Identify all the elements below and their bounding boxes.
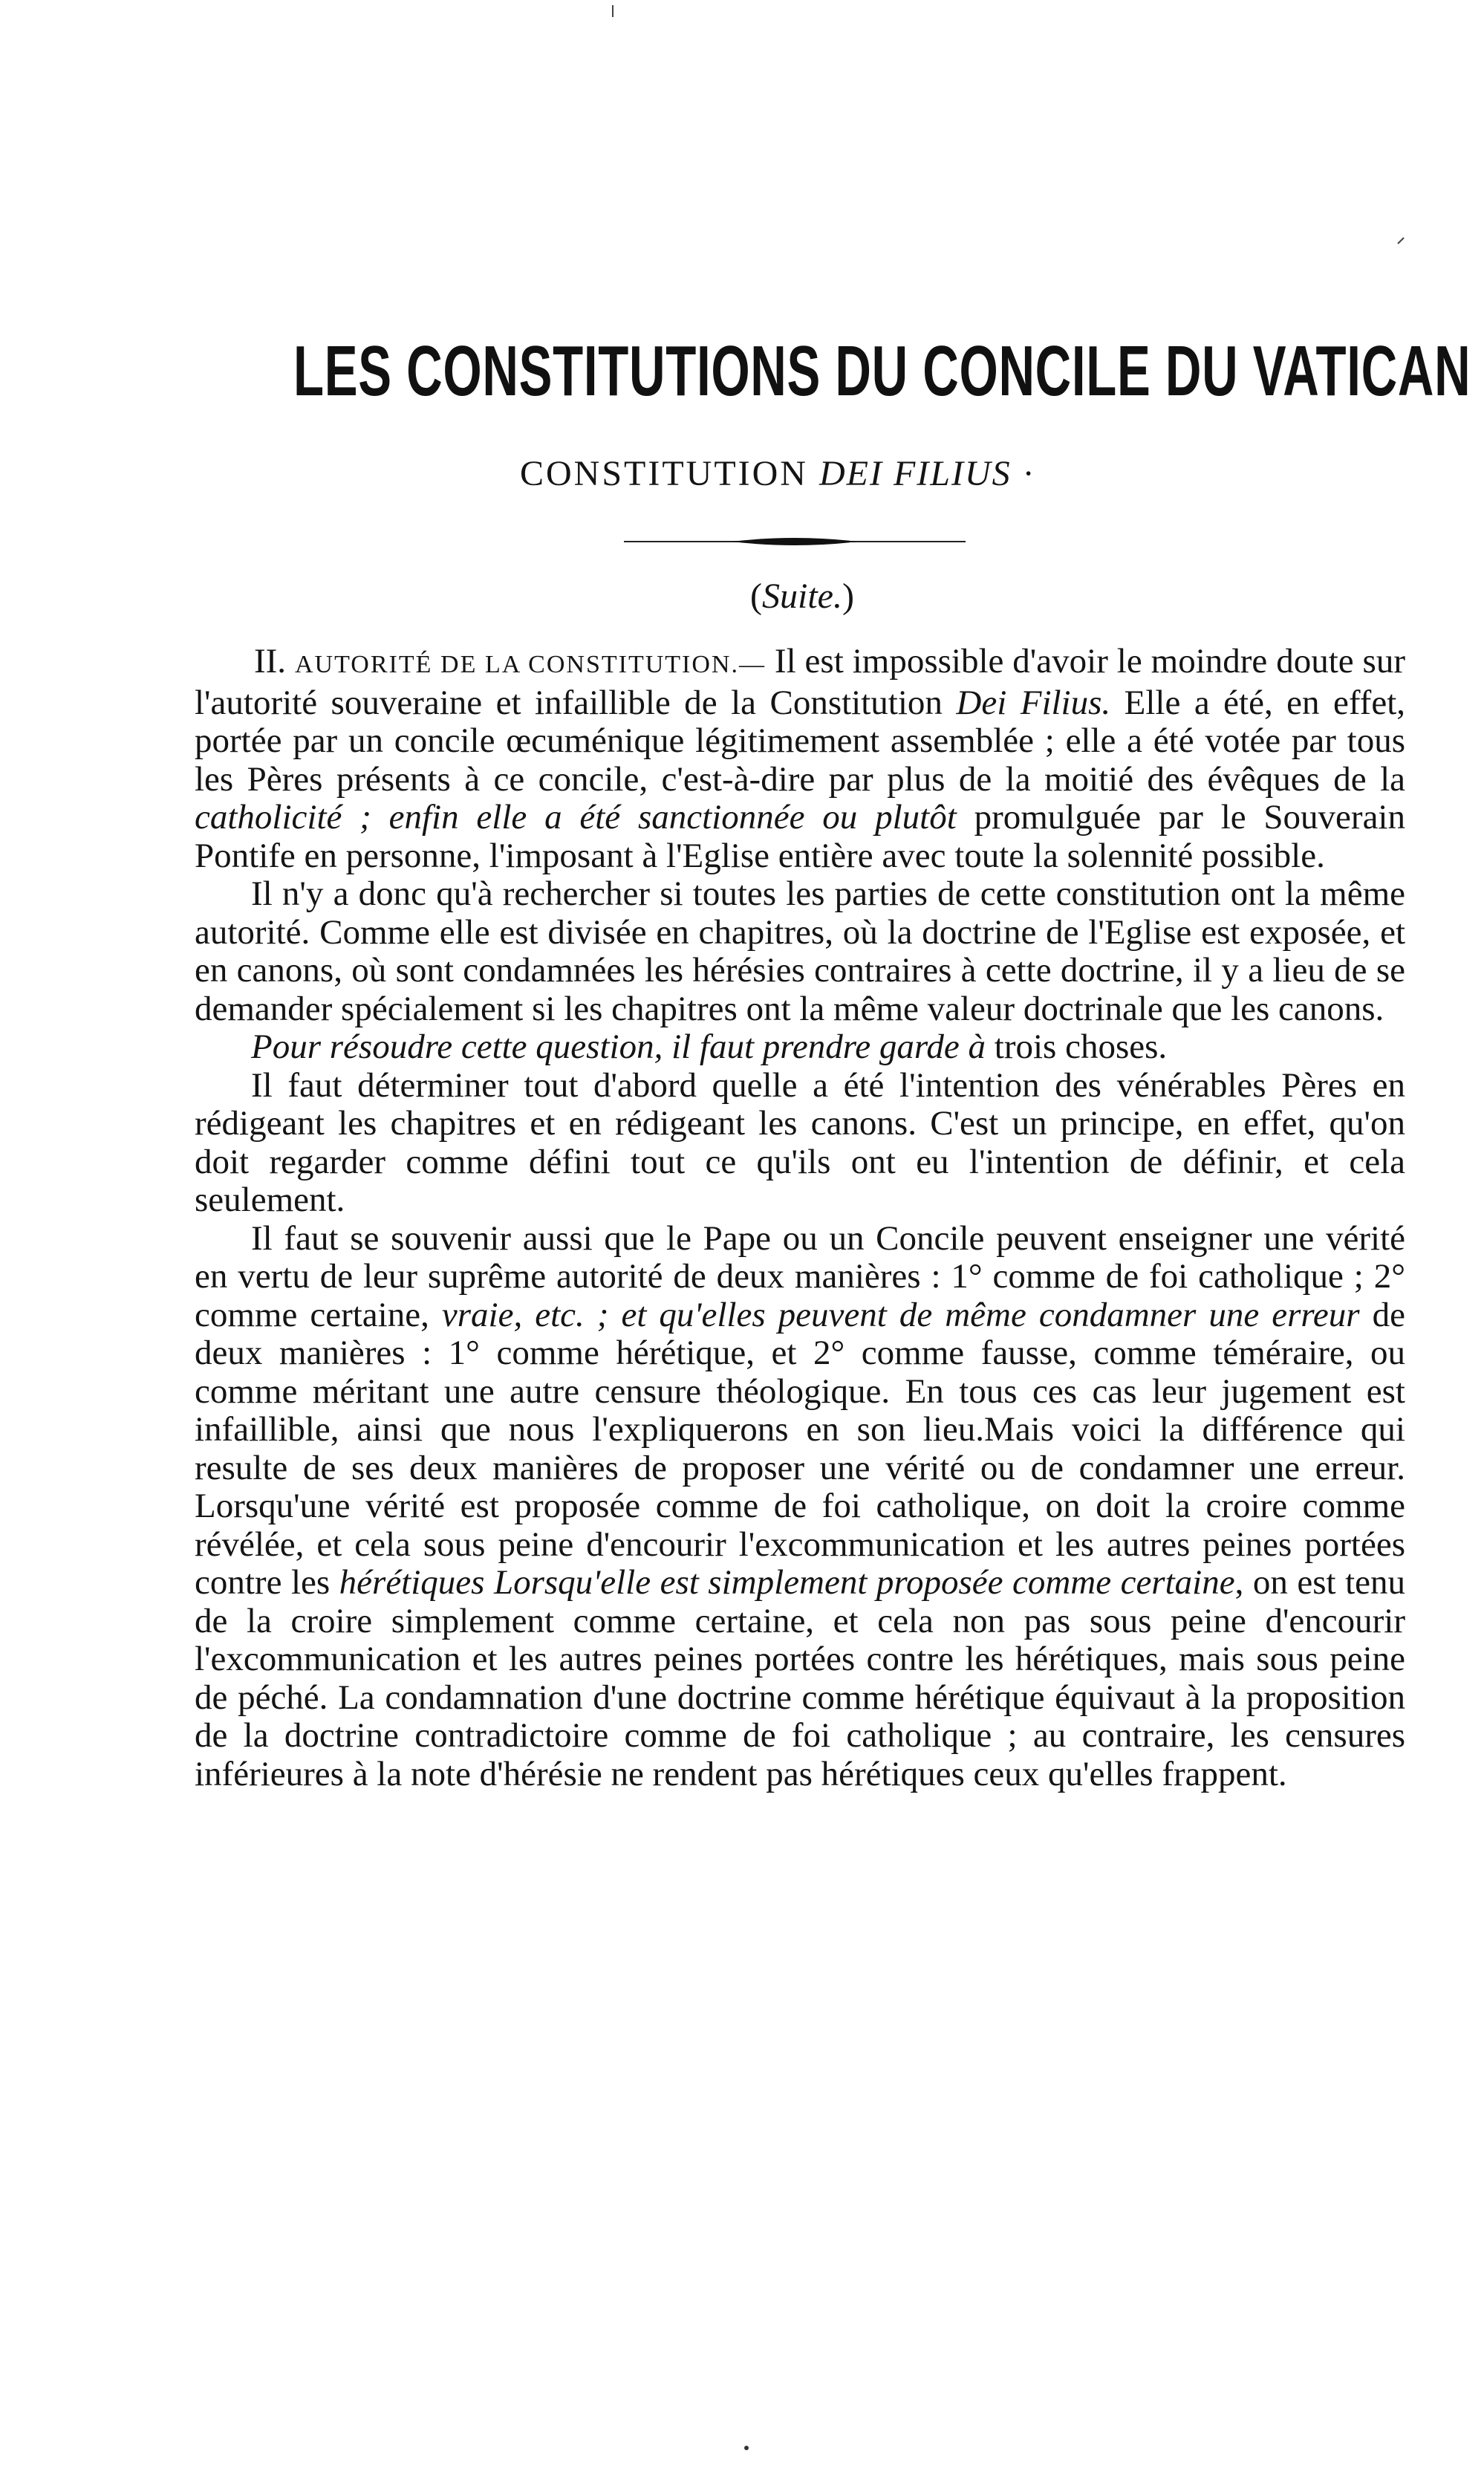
paragraph-5-text-c: de deux manières : 1° comme hérétique, et 2° comme fausse, comme téméraire, ou comme méritant une autre censure théologique. En tous ces cas leur jugement est infaillible, ainsi que nous l'expliquerons en son lieu.Mais voici la différence qui resulte de ses deux manières de proposer une vérité ou de condamner une erreur. Lorsqu'une vérité est proposée comme de foi catholique, on doit la croire comme révélée, et cela sous peine d'encourir l'excommunication et les autres peines portées contre les	[195, 1295, 1405, 1602]
ink-speck	[609, 4, 616, 19]
section-number: II.	[254, 642, 287, 681]
paragraph-5-text-b: vraie, etc. ; et qu'elles peuvent de même condamner une erreur	[441, 1295, 1360, 1334]
suite-open: (	[750, 577, 762, 616]
paragraph-1-text-c: Elle a été, en effet, portée par un concile œcuménique légitimement assemblée ; elle a été votée par tous les Pères présents à ce concile, c'est-à-dire par plus de la moitié des évêques de la	[195, 683, 1406, 799]
paragraph-5	[195, 1220, 1405, 1794]
ink-speck	[743, 2444, 750, 2452]
paragraph-3-text-b: trois choses.	[986, 1027, 1168, 1066]
paragraph-5-text-e: , on est tenu de la croire simplement comme certaine, et cela non pas sous peine d'encourir l'excommunication et les autres peines portées contre les hérétiques, mais sous peine de péché. La condamnation d'une doctrine comme hérétique équivaut à la proposition de la doctrine contradictoire comme de foi catholique ; au contraire, les censures inférieures à la note d'hérésie ne rendent pas hérétiques ceux qu'elles frappent.	[195, 1563, 1405, 1793]
suite-close: )	[842, 577, 854, 616]
decorative-rule	[620, 533, 969, 550]
paragraph-1	[195, 643, 1405, 875]
body-text	[195, 643, 1405, 1793]
paragraph-3	[195, 1028, 1405, 1067]
paragraph-1-text-d: catholicité ; enfin elle a été sanctionnée ou plutôt	[195, 798, 957, 837]
suite-label	[750, 576, 854, 617]
paragraph-1-text-e: promulguée par le Souverain Pontife en personne, l'imposant à l'Eglise entière avec toute la solennité possible.	[195, 798, 1405, 875]
paragraph-5-text-d: hérétiques Lorsqu'elle est simplement proposée comme certaine	[339, 1563, 1235, 1602]
paragraph-5-text-a: Il faut se souvenir aussi que le Pape ou un Concile peuvent enseigner une vérité en vertu de leur suprême autorité de deux manières : 1° comme de foi catholique ; 2° comme certaine,	[195, 1218, 1405, 1334]
paragraph-2: Il n'y a donc qu'à rechercher si toutes les parties de cette constitution ont la même autorité. Comme elle est divisée en chapitres, où la doctrine de l'Eglise est exposée, et en canons, où sont condamnées les hérésies contraires à cette doctrine, il y a lieu de se demander spécialement si les chapitres ont la même valeur doctrinale que les canons.	[195, 874, 1405, 1028]
suite-word: Suite.	[761, 577, 842, 616]
subtitle-italic: DEI FILIUS	[819, 454, 1012, 493]
paragraph-4: Il faut déterminer tout d'abord quelle a été l'intention des vénérables Pères en rédigeant les chapitres et en rédigeant les canons. C'est un principe, en effet, qu'on doit regarder comme défini tout ce qu'ils ont eu l'intention de définir, et cela seulement.	[195, 1065, 1405, 1219]
paragraph-3-text-a: Pour résoudre cette question, il faut prendre garde à	[251, 1027, 986, 1066]
subtitle-prefix: CONSTITUTION	[520, 454, 808, 493]
ink-speck	[1396, 236, 1405, 245]
main-title: LES CONSTITUTIONS DU CONCILE DU VATICAN	[293, 331, 1471, 411]
paragraph-1-text-a: Il est impossible d'avoir le moindre doute sur l'autorité souveraine et infaillible de la Constitution	[195, 642, 1405, 722]
section-heading: AUTORITÉ DE LA CONSTITUTION.—	[295, 651, 766, 678]
paragraph-1-text-b: Dei Filius.	[956, 683, 1111, 722]
subtitle-mark: ·	[1022, 454, 1037, 493]
subtitle	[520, 453, 1188, 495]
